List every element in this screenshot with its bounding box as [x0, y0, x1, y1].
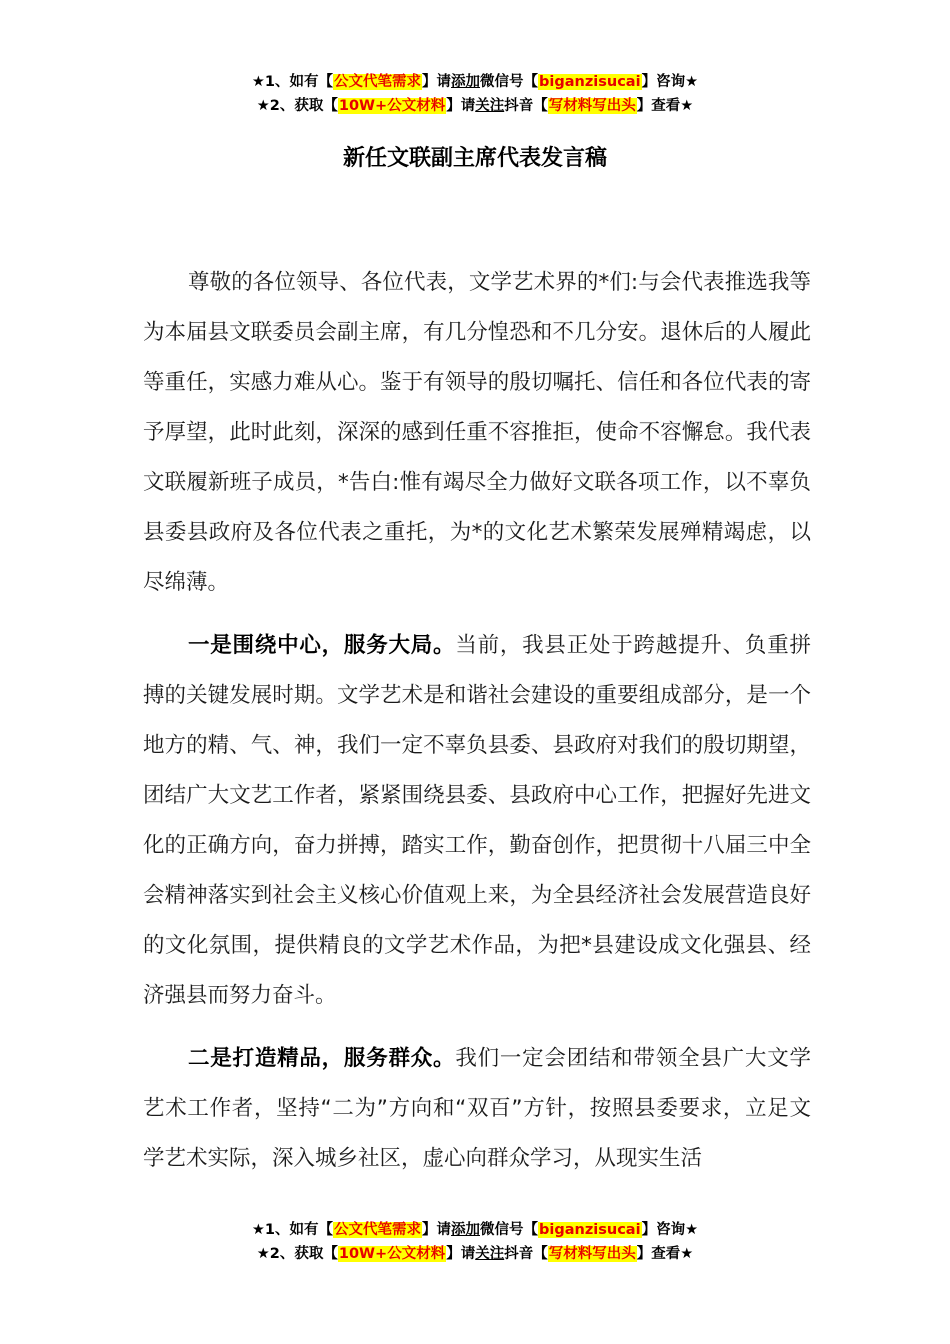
promo-underlined: 添加 — [451, 74, 481, 90]
promo-banner-bottom — [0, 1218, 950, 1266]
promo-text: ★2、获取【 — [256, 98, 338, 114]
paragraph-lead: 二是打造精品，服务群众。 — [188, 1046, 456, 1071]
promo-text: ★2、获取【 — [256, 1246, 338, 1262]
promo-text: 】查看★ — [636, 98, 694, 114]
promo-text: ★1、如有【 — [251, 74, 334, 90]
paragraph-text: 当前，我县正处于跨越提升、负重拼搏的关键发展时期。文学艺术是和谐社会建设的重要组成部分，是一个地方的精、气、神，我们一定不辜负县委、县政府对我们的殷切期望，团结广大文艺工作者，紧紧围绕县委、县政府中心工作，把握好先进文化的正确方向，奋力拼搏，踏实工作，勤奋创作，把贯彻十八届三中全会精神落实到社会主义核心价值观上来，为全县经济社会发展营造良好的文化氛围，提供精良的文学艺术作品，为把*县建设成文化强县、经济强县而努力奋斗。 — [143, 633, 811, 1008]
highlight-service: 公文代笔需求 — [334, 1222, 422, 1238]
promo-underlined: 添加 — [451, 1222, 481, 1238]
promo-text: 微信号【 — [480, 1222, 539, 1238]
highlight-service: 公文代笔需求 — [334, 74, 422, 90]
highlight-materials: 10W+公文材料 — [338, 98, 446, 114]
promo-text: ★1、如有【 — [251, 1222, 334, 1238]
document-title: 新任文联副主席代表发言稿 — [342, 146, 607, 171]
paragraph-text: 尊敬的各位领导、各位代表，文学艺术界的*们:与会代表推选我等为本届县文联委员会副主席，有几分惶恐和不几分安。退休后的人履此等重任，实感力难从心。鉴于有领导的殷切嘱托、信任和各位代表的寄予厚望，此时此刻，深深的感到任重不容推拒，使命不容懈怠。我代表文联履新班子成员，*告白:惟有竭尽全力做好文联各项工作，以不辜负县委县政府及各位代表之重托，为*的文化艺术繁荣发展殚精竭虑，以尽绵薄。 — [143, 270, 811, 595]
highlight-douyin-account: 写材料写出头 — [548, 1246, 636, 1262]
highlight-douyin-account: 写材料写出头 — [548, 98, 636, 114]
highlight-wechat-id: biganzisucai — [539, 74, 641, 90]
promo-text: 抖音【 — [504, 1246, 548, 1262]
paragraph-point-one — [143, 621, 811, 1021]
promo-banner-top — [0, 70, 950, 118]
highlight-materials: 10W+公文材料 — [338, 1246, 446, 1262]
promo-text: 微信号【 — [480, 74, 539, 90]
promo-line-1 — [0, 1218, 950, 1242]
promo-text: 】咨询★ — [641, 1222, 699, 1238]
promo-text: 】请 — [422, 74, 452, 90]
promo-text: 】请 — [446, 98, 476, 114]
paragraph-point-two — [143, 1034, 811, 1184]
promo-line-1 — [0, 70, 950, 94]
document-body — [143, 258, 811, 1197]
promo-text: 抖音【 — [504, 98, 548, 114]
promo-underlined: 关注 — [475, 1246, 505, 1262]
highlight-wechat-id: biganzisucai — [539, 1222, 641, 1238]
promo-underlined: 关注 — [475, 98, 505, 114]
promo-line-2 — [0, 1242, 950, 1266]
promo-line-2 — [0, 94, 950, 118]
paragraph-text: 我们一定会团结和带领全县广大文学艺术工作者，坚持“二为”方向和“双百”方针，按照县委要求，立足文学艺术实际，深入城乡社区，虚心向群众学习，从现实生活 — [143, 1046, 811, 1171]
promo-text: 】查看★ — [636, 1246, 694, 1262]
paragraph-greeting — [143, 258, 811, 608]
promo-text: 】请 — [422, 1222, 452, 1238]
promo-text: 】咨询★ — [641, 74, 699, 90]
promo-text: 】请 — [446, 1246, 476, 1262]
paragraph-lead: 一是围绕中心，服务大局。 — [188, 633, 456, 658]
